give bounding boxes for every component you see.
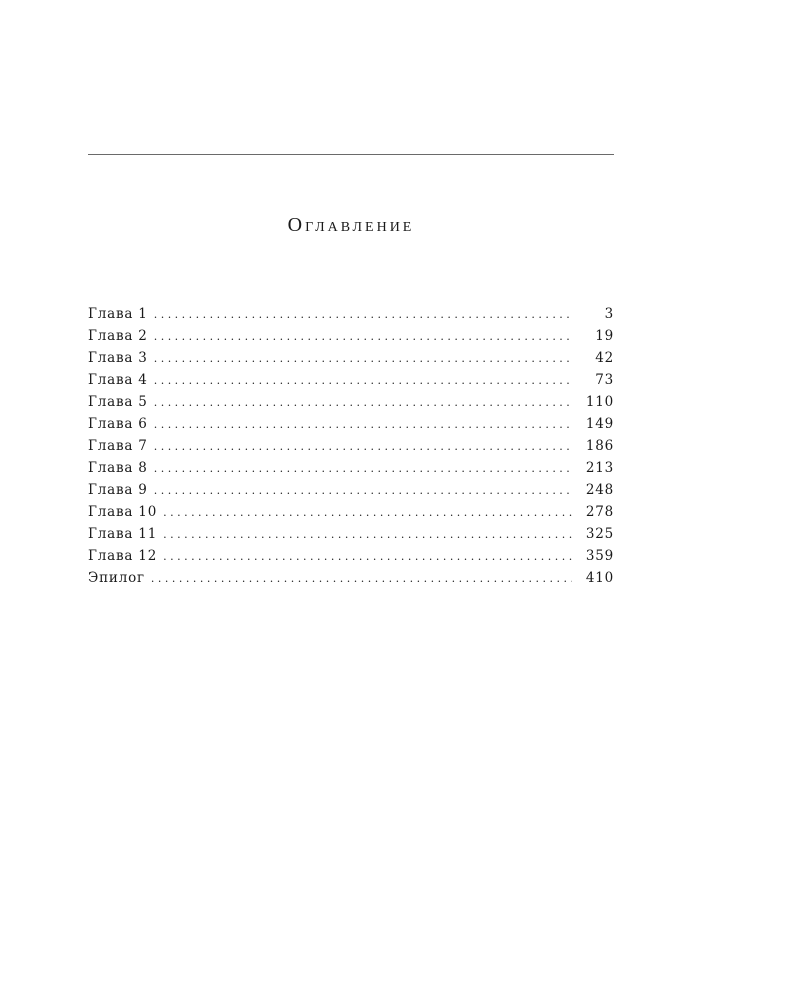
toc-dot-leader <box>154 348 572 369</box>
toc-entry-page: 359 <box>585 548 614 564</box>
toc-entry-label: Глава 5 <box>88 394 148 410</box>
toc-entry-page: 213 <box>585 460 614 476</box>
toc-entry-label: Глава 8 <box>88 460 148 476</box>
toc-entry-label: Глава 11 <box>88 526 158 542</box>
toc-entry-label: Глава 3 <box>88 350 148 366</box>
toc-dot-leader <box>163 502 572 523</box>
toc-dot-leader <box>154 480 572 501</box>
toc-entry-page: 42 <box>595 350 614 366</box>
toc-dot-leader <box>154 304 572 325</box>
toc-title: Оглавление <box>287 214 415 236</box>
toc-entry-label: Глава 2 <box>88 328 148 344</box>
toc-entry-label: Глава 6 <box>88 416 148 432</box>
toc-entry[interactable] <box>88 457 614 479</box>
header-rule <box>88 154 614 155</box>
toc-entry-label: Глава 12 <box>88 548 158 564</box>
toc-entry-page: 110 <box>585 394 614 410</box>
toc-entry-page: 19 <box>595 328 614 344</box>
toc-entry[interactable] <box>88 501 614 523</box>
toc-dot-leader <box>151 568 572 589</box>
toc-list <box>88 303 614 589</box>
toc-entry-label: Эпилог <box>88 570 145 586</box>
toc-dot-leader <box>163 524 572 545</box>
toc-entry[interactable] <box>88 325 614 347</box>
toc-dot-leader <box>154 326 572 347</box>
toc-entry[interactable] <box>88 545 614 567</box>
toc-entry-page: 3 <box>604 306 614 322</box>
toc-entry[interactable] <box>88 347 614 369</box>
toc-entry-label: Глава 9 <box>88 482 148 498</box>
toc-dot-leader <box>154 392 572 413</box>
toc-entry-page: 149 <box>585 416 614 432</box>
toc-entry-page: 248 <box>585 482 614 498</box>
toc-entry-page: 410 <box>585 570 614 586</box>
toc-entry-label: Глава 1 <box>88 306 148 322</box>
toc-entry[interactable] <box>88 567 614 589</box>
toc-entry[interactable] <box>88 391 614 413</box>
toc-entry-page: 325 <box>585 526 614 542</box>
toc-entry[interactable] <box>88 523 614 545</box>
toc-entry-label: Глава 4 <box>88 372 148 388</box>
toc-entry[interactable] <box>88 303 614 325</box>
toc-entry[interactable] <box>88 369 614 391</box>
toc-dot-leader <box>154 370 572 391</box>
toc-entry[interactable] <box>88 479 614 501</box>
toc-entry-page: 278 <box>585 504 614 520</box>
toc-dot-leader <box>154 458 572 479</box>
toc-entry-label: Глава 10 <box>88 504 158 520</box>
toc-dot-leader <box>154 436 572 457</box>
toc-entry-page: 73 <box>595 372 614 388</box>
toc-entry[interactable] <box>88 413 614 435</box>
toc-dot-leader <box>154 414 572 435</box>
toc-entry-page: 186 <box>585 438 614 454</box>
toc-entry[interactable] <box>88 435 614 457</box>
toc-dot-leader <box>163 546 572 567</box>
toc-entry-label: Глава 7 <box>88 438 148 454</box>
